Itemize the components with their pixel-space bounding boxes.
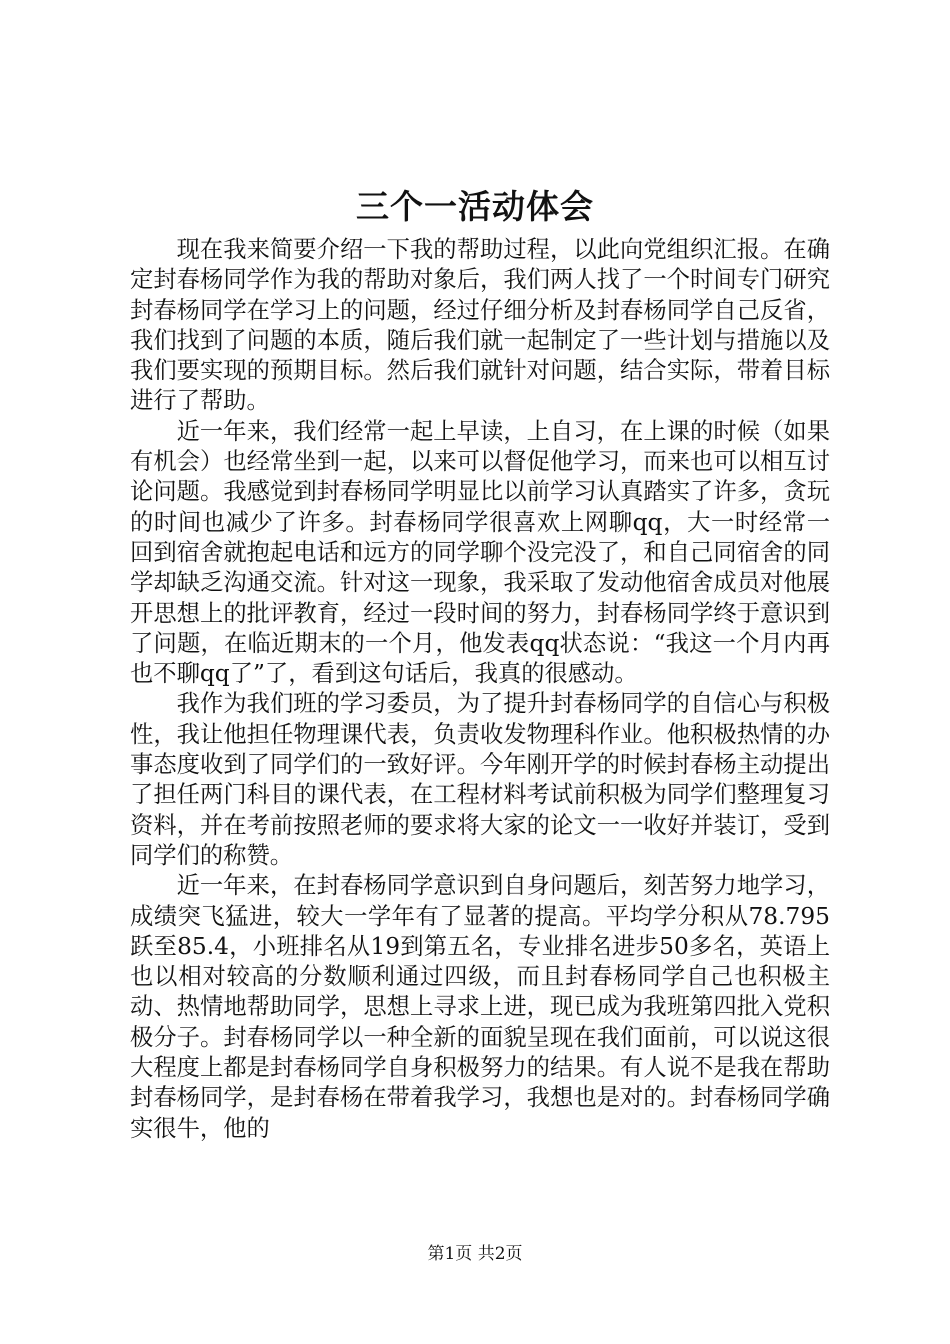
paragraph-3: 我作为我们班的学习委员，为了提升封春杨同学的自信心与积极性，我让他担任物理课代表，负责收发物理科作业。他积极热情的办事态度收到了同学们的一致好评。今年刚开学的时候封春杨主动提出了担任两门科目的课代表，在工程材料考试前积极为同学们整理复习资料，并在考前按照老师的要求将大家的论文一一收好并装订，受到同学们的称赞。 bbox=[130, 690, 830, 869]
document-body bbox=[130, 235, 830, 1144]
document-title: 三个一活动体会 bbox=[356, 187, 594, 226]
paragraph-4: 近一年来，在封春杨同学意识到自身问题后，刻苦努力地学习，成绩突飞猛进，较大一学年有了显著的提高。平均学分积从78.795跃至85.4，小班排名从19到第五名，专业排名进步50多名，英语上也以相对较高的分数顺利通过四级，而且封春杨同学自己也积极主动、热情地帮助同学，思想上寻求上进，现已成为我班第四批入党积极分子。封春杨同学以一种全新的面貌呈现在我们面前，可以说这很大程度上都是封春杨同学自身积极努力的结果。有人说不是我在帮助封春杨同学，是封春杨在带着我学习，我想也是对的。封春杨同学确实很牛，他的 bbox=[130, 872, 830, 1142]
paragraph-2: 近一年来，我们经常一起上早读，上自习，在上课的时候（如果有机会）也经常坐到一起，以来可以督促他学习，而来也可以相互讨论问题。我感觉到封春杨同学明显比以前学习认真踏实了许多，贪玩的时间也减少了许多。封春杨同学很喜欢上网聊qq，大一时经常一回到宿舍就抱起电话和远方的同学聊个没完没了，和自己同宿舍的同学却缺乏沟通交流。针对这一现象，我采取了发动他宿舍成员对他展开思想上的批评教育，经过一段时间的努力，封春杨同学终于意识到了问题，在临近期末的一个月，他发表qq状态说：“我这一个月内再也不聊qq了”了，看到这句话后，我真的很感动。 bbox=[130, 417, 830, 688]
page-number: 第1页 共2页 bbox=[427, 1244, 523, 1264]
paragraph-1: 现在我来简要介绍一下我的帮助过程，以此向党组织汇报。在确定封春杨同学作为我的帮助对象后，我们两人找了一个时间专门研究封春杨同学在学习上的问题，经过仔细分析及封春杨同学自己反省，我们找到了问题的本质，随后我们就一起制定了一些计划与措施以及我们要实现的预期目标。然后我们就针对问题，结合实际，带着目标进行了帮助。 bbox=[130, 236, 830, 415]
